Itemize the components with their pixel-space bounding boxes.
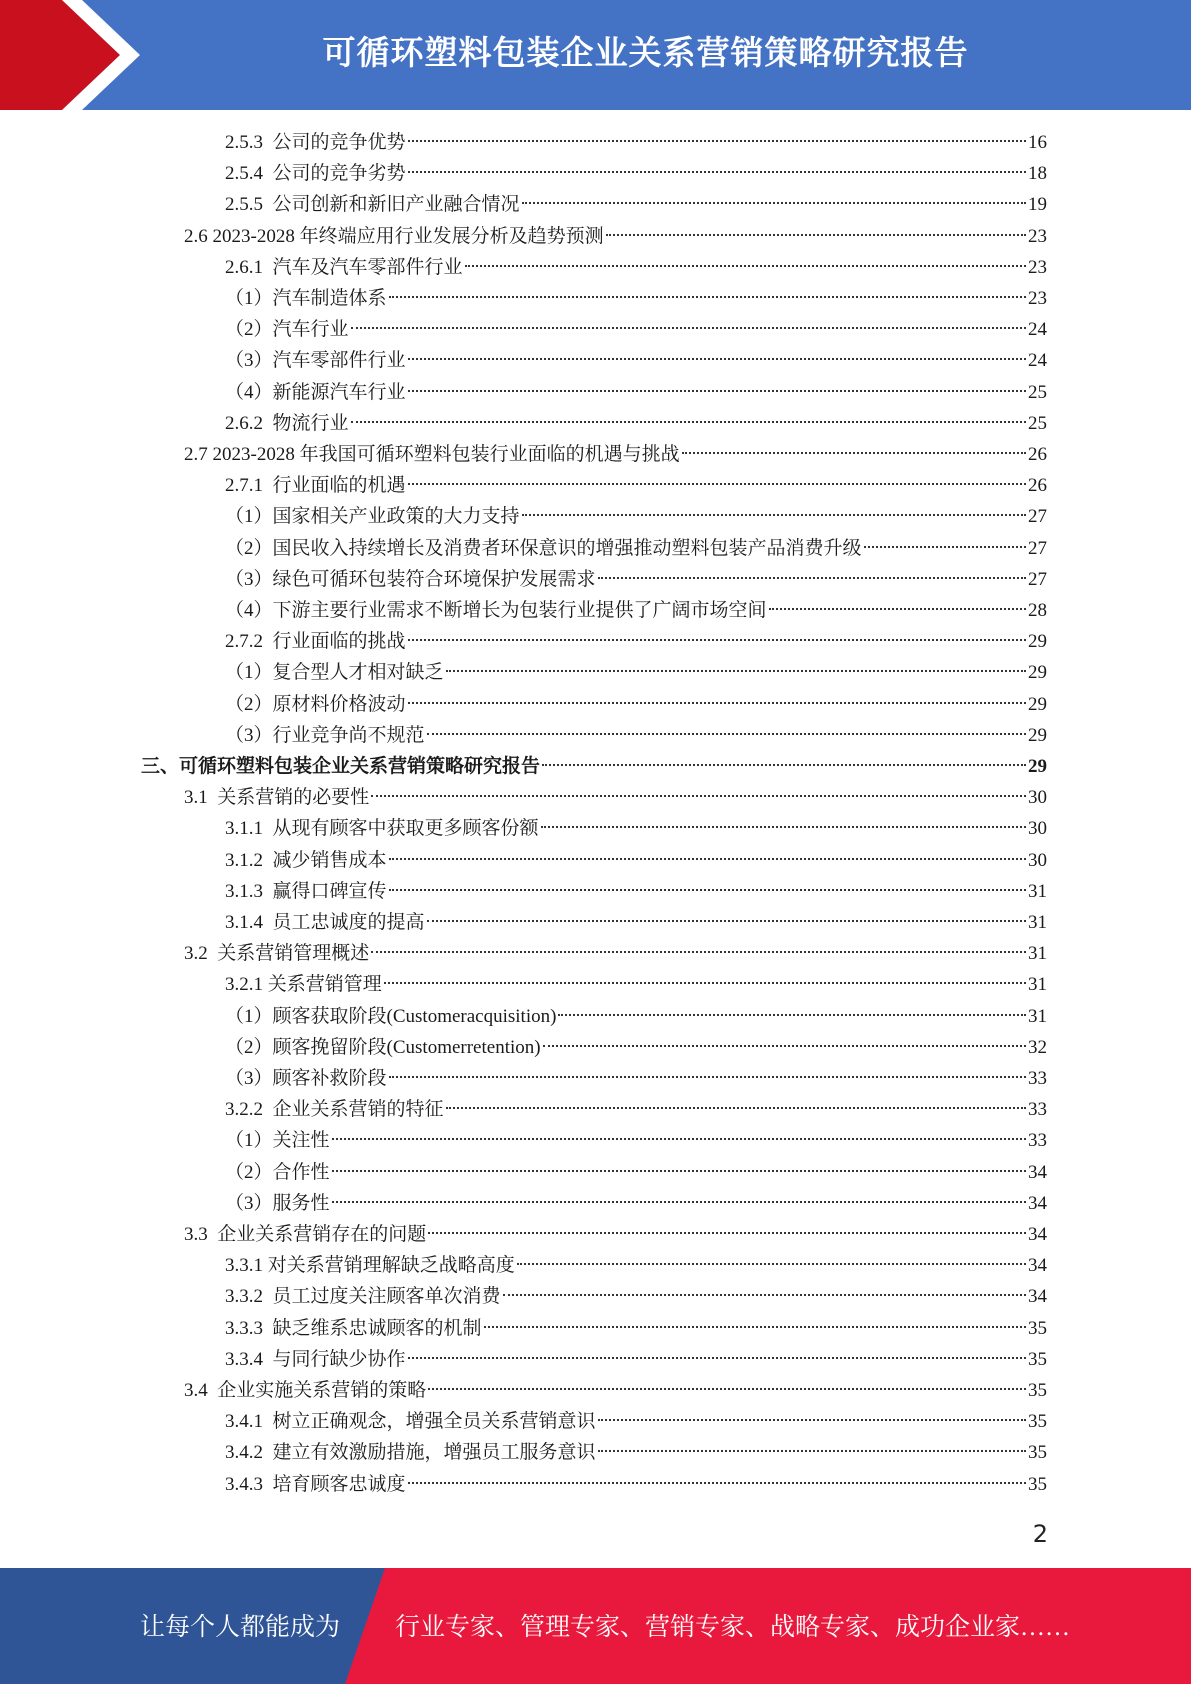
toc-entry[interactable]	[225, 1250, 1047, 1281]
toc-entry-number: （3）	[225, 724, 273, 746]
toc-dot-leader	[351, 326, 1026, 329]
toc-entry[interactable]	[225, 1437, 1047, 1468]
toc-dot-leader	[522, 513, 1026, 516]
toc-entry-number: 三、	[141, 756, 180, 777]
toc-dot-leader	[598, 1449, 1026, 1452]
toc-entry-title: 行业面临的挑战	[272, 631, 406, 653]
toc-entry[interactable]	[225, 720, 1047, 751]
toc-entry-number: （3）	[225, 1192, 273, 1214]
toc-entry-number: （4）	[225, 600, 273, 621]
toc-entry-page: 23	[1028, 288, 1047, 309]
toc-entry-page: 29	[1028, 756, 1047, 777]
toc-entry[interactable]	[225, 470, 1047, 501]
toc-entry-page: 23	[1028, 225, 1047, 247]
toc-entry-page: 35	[1028, 1473, 1047, 1495]
toc-entry-page: 24	[1028, 350, 1047, 372]
toc-entry-number: 2.6.1	[225, 256, 273, 278]
toc-entry-number: 3.4	[184, 1380, 218, 1401]
toc-entry-number: （4）	[225, 381, 273, 403]
toc-entry-number: 3.3	[184, 1224, 218, 1245]
toc-entry-title: 赢得口碑宣传	[272, 880, 387, 902]
toc-entry-title: 减少销售成本	[272, 849, 387, 871]
toc-entry-title: 关系营销管理概述	[217, 943, 370, 965]
toc-entry-number: 3.2.1	[225, 974, 268, 996]
toc-entry-page: 30	[1028, 787, 1047, 809]
toc-dot-leader	[427, 732, 1026, 735]
toc-entry-page: 31	[1028, 1005, 1047, 1027]
toc-entry-title: 服务性	[272, 1192, 330, 1214]
toc-entry-number: 3.1.3	[225, 880, 273, 902]
toc-entry-number: 3.3.3	[225, 1317, 273, 1339]
toc-entry-page: 30	[1028, 849, 1047, 871]
toc-dot-leader	[542, 763, 1026, 766]
toc-dot-leader	[332, 1169, 1026, 1172]
toc-entry-title: 物流行业	[272, 412, 349, 434]
toc-dot-leader	[446, 1106, 1026, 1109]
toc-dot-leader	[389, 1075, 1026, 1078]
toc-entry-number: 3.4.3	[225, 1473, 273, 1495]
header-banner	[0, 0, 1191, 110]
toc-entry-number: 3.1.1	[225, 818, 273, 840]
toc-entry-title: 原材料价格波动	[272, 693, 406, 715]
toc-entry-number: 3.1.2	[225, 849, 273, 871]
toc-entry-page: 31	[1028, 974, 1047, 996]
toc-entry-page: 35	[1028, 1348, 1047, 1370]
header-chevron-icon	[0, 0, 150, 110]
toc-dot-leader	[446, 669, 1026, 672]
toc-entry[interactable]	[184, 782, 1047, 813]
toc-entry-number: （2）	[225, 319, 273, 341]
toc-entry[interactable]	[225, 1344, 1047, 1375]
toc-entry-title: 复合型人才相对缺乏	[272, 662, 444, 684]
toc-dot-leader	[864, 545, 1026, 548]
toc-entry-page: 27	[1028, 506, 1047, 528]
footer-slogan-left: 让每个人都能成为	[140, 1614, 341, 1641]
toc-entry[interactable]	[225, 626, 1047, 657]
toc-entry[interactable]	[225, 845, 1047, 876]
toc-entry-number: 3.3.2	[225, 1286, 273, 1308]
toc-entry-title: 与同行缺少协作	[272, 1348, 406, 1370]
toc-entry-title: 员工忠诚度的提高	[272, 912, 425, 933]
toc-entry[interactable]	[225, 1281, 1047, 1312]
toc-entry-number: 3.2	[184, 943, 218, 965]
toc-entry-number: （2）	[225, 1161, 273, 1183]
toc-dot-leader	[598, 1418, 1026, 1421]
toc-entry-number: 3.1	[184, 787, 218, 809]
toc-entry[interactable]	[225, 1032, 1047, 1063]
toc-entry-number: （1）	[225, 288, 273, 309]
toc-dot-leader	[389, 295, 1026, 298]
toc-entry-page: 19	[1028, 194, 1047, 216]
toc-entry[interactable]	[225, 1313, 1047, 1344]
toc-entry-title: 汽车行业	[272, 319, 349, 341]
toc-dot-leader	[606, 233, 1026, 236]
toc-entry-title: 绿色可循环包装符合环境保护发展需求	[272, 568, 596, 590]
toc-entry[interactable]	[184, 938, 1047, 969]
toc-entry[interactable]	[225, 377, 1047, 408]
toc-dot-leader	[541, 825, 1026, 828]
toc-entry-number: （2）	[225, 537, 273, 559]
toc-dot-leader	[465, 264, 1026, 267]
toc-entry-page: 18	[1028, 163, 1047, 185]
toc-entry[interactable]	[225, 657, 1047, 688]
toc-entry-number: （3）	[225, 1068, 273, 1089]
toc-dot-leader	[408, 482, 1026, 485]
toc-entry-page: 27	[1028, 568, 1047, 590]
toc-dot-leader	[522, 201, 1026, 204]
toc-dot-leader	[389, 888, 1026, 891]
toc-entry-page: 34	[1028, 1224, 1047, 1245]
toc-dot-leader	[384, 981, 1026, 984]
toc-entry-number: 2.5.5	[225, 194, 273, 216]
toc-entry-number: 3.4.1	[225, 1411, 273, 1433]
toc-dot-leader	[408, 638, 1026, 641]
footer-slogan-right: 行业专家、管理专家、营销专家、战略专家、成功企业家……	[395, 1614, 1071, 1641]
toc-entry-number: 2.6.2	[225, 412, 273, 434]
toc-entry[interactable]	[225, 252, 1047, 283]
toc-dot-leader	[351, 420, 1026, 423]
toc-entry[interactable]	[225, 314, 1047, 345]
toc-entry-number: 2.7.2	[225, 631, 273, 653]
toc-entry-number: （1）	[225, 506, 273, 528]
toc-entry-title: 顾客补救阶段	[272, 1068, 387, 1089]
toc-entry-page: 29	[1028, 693, 1047, 715]
toc-entry[interactable]	[225, 1188, 1047, 1219]
toc-entry-page: 29	[1028, 631, 1047, 653]
toc-dot-leader	[769, 607, 1026, 610]
toc-entry-title: 汽车制造体系	[272, 288, 387, 309]
toc-dot-leader	[371, 794, 1026, 797]
toc-dot-leader	[389, 857, 1026, 860]
toc-dot-leader	[428, 1231, 1026, 1234]
toc-dot-leader	[332, 1137, 1026, 1140]
toc-entry-page: 25	[1028, 412, 1047, 434]
toc-entry[interactable]	[184, 1219, 1047, 1250]
toc-entry[interactable]	[225, 1406, 1047, 1437]
toc-entry-title: 合作性	[272, 1161, 330, 1183]
toc-entry-number: 2.5.4	[225, 163, 273, 185]
toc-entry-page: 35	[1028, 1317, 1047, 1339]
toc-entry-number: 3.4.2	[225, 1442, 273, 1464]
toc-entry-title: 行业竞争尚不规范	[272, 724, 425, 746]
toc-entry-number: 3.3.4	[225, 1348, 273, 1370]
toc-entry[interactable]	[225, 1125, 1047, 1156]
footer-banner	[0, 1568, 1191, 1684]
toc-entry-title: 国民收入持续增长及消费者环保意识的增强推动塑料包装产品消费升级	[272, 537, 862, 559]
toc-entry-number: 3.2.2	[225, 1099, 273, 1121]
toc-entry[interactable]	[225, 501, 1047, 532]
toc-entry-title: 行业面临的机遇	[272, 475, 406, 497]
toc-entry[interactable]	[225, 564, 1047, 595]
toc-dot-leader	[332, 1200, 1026, 1203]
toc-entry-page: 34	[1028, 1255, 1047, 1277]
toc-entry-title: 从现有顾客中获取更多顾客份额	[272, 818, 539, 840]
toc-entry-title: 关系营销的必要性	[217, 787, 370, 809]
toc-entry-page: 26	[1028, 444, 1047, 465]
toc-entry-number: 3.1.4	[225, 912, 273, 933]
toc-entry-number: 2.5.3	[225, 132, 273, 153]
toc-entry[interactable]	[225, 1157, 1047, 1188]
toc-entry-title: 企业关系营销存在的问题	[217, 1224, 427, 1245]
toc-entry-title: 对关系营销理解缺乏战略高度	[267, 1255, 515, 1277]
toc-entry[interactable]	[184, 439, 1047, 470]
toc-entry-page: 27	[1028, 537, 1047, 559]
toc-entry-title: 公司创新和新旧产业融合情况	[272, 194, 520, 216]
toc-entry[interactable]	[225, 1063, 1047, 1094]
toc-entry-number: （1）	[225, 1005, 273, 1027]
toc-entry-page: 16	[1028, 132, 1047, 153]
toc-entry[interactable]	[225, 689, 1047, 720]
toc-entry[interactable]	[184, 221, 1047, 252]
toc-entry-title: 新能源汽车行业	[272, 381, 406, 403]
toc-entry-page: 29	[1028, 724, 1047, 746]
toc-entry-page: 23	[1028, 256, 1047, 278]
toc-dot-leader	[408, 1481, 1026, 1484]
toc-entry-title: 企业关系营销的特征	[272, 1099, 444, 1121]
toc-entry-page: 33	[1028, 1130, 1047, 1152]
toc-entry[interactable]	[225, 1469, 1047, 1500]
toc-entry-number: （2）	[225, 1036, 273, 1058]
toc-entry-page: 30	[1028, 818, 1047, 840]
toc-entry-page: 25	[1028, 381, 1047, 403]
toc-entry-number: 2.7	[184, 444, 213, 465]
toc-entry[interactable]	[225, 813, 1047, 844]
toc-entry[interactable]	[225, 907, 1047, 938]
toc-dot-leader	[598, 576, 1026, 579]
toc-entry-title: 下游主要行业需求不断增长为包装行业提供了广阔市场空间	[272, 600, 767, 621]
toc-entry-number: 3.3.1	[225, 1255, 268, 1277]
toc-entry-page: 31	[1028, 912, 1047, 933]
toc-entry-page: 35	[1028, 1442, 1047, 1464]
toc-entry-title: 树立正确观念，增强全员关系营销意识	[272, 1411, 596, 1433]
toc-entry-page: 31	[1028, 943, 1047, 965]
toc-entry-title: 公司的竞争劣势	[272, 163, 406, 185]
page-number: 2	[1032, 1520, 1048, 1548]
toc-entry-page: 29	[1028, 662, 1047, 684]
toc-entry-title: 国家相关产业政策的大力支持	[272, 506, 520, 528]
toc-entry-title: 顾客挽留阶段(Customerretention)	[272, 1036, 541, 1058]
toc-entry-number: （1）	[225, 662, 273, 684]
toc-entry-number: 2.6	[184, 225, 213, 247]
toc-dot-leader	[408, 170, 1026, 173]
toc-dot-leader	[543, 1044, 1026, 1047]
toc-dot-leader	[428, 1387, 1026, 1390]
toc-entry[interactable]	[225, 595, 1047, 626]
toc-entry[interactable]	[141, 751, 1047, 782]
toc-entry[interactable]	[225, 533, 1047, 564]
toc-dot-leader	[408, 139, 1026, 142]
toc-entry-title: 企业实施关系营销的策略	[217, 1380, 427, 1401]
toc-entry-title: 汽车零部件行业	[272, 350, 406, 372]
toc-entry[interactable]	[225, 1094, 1047, 1125]
toc-entry-page: 26	[1028, 475, 1047, 497]
toc-entry[interactable]	[225, 969, 1047, 1000]
toc-entry[interactable]	[225, 876, 1047, 907]
toc-entry-title: 汽车及汽车零部件行业	[272, 256, 463, 278]
toc-entry[interactable]	[225, 189, 1047, 220]
toc-entry-page: 35	[1028, 1411, 1047, 1433]
toc-dot-leader	[408, 1356, 1026, 1359]
toc-entry-page: 28	[1028, 600, 1047, 621]
toc-entry-page: 34	[1028, 1161, 1047, 1183]
toc-entry-page: 33	[1028, 1099, 1047, 1121]
toc-entry-page: 34	[1028, 1192, 1047, 1214]
toc-entry-page: 33	[1028, 1068, 1047, 1089]
toc-dot-leader	[503, 1293, 1026, 1296]
toc-entry-title: 公司的竞争优势	[272, 132, 406, 153]
toc-entry[interactable]	[184, 1375, 1047, 1406]
toc-dot-leader	[484, 1325, 1026, 1328]
toc-dot-leader	[517, 1262, 1026, 1265]
toc-entry-title: 关注性	[272, 1130, 330, 1152]
toc-entry-title: 员工过度关注顾客单次消费	[272, 1286, 501, 1308]
report-title: 可循环塑料包装企业关系营销策略研究报告	[322, 33, 969, 72]
toc-entry-title: 建立有效激励措施，增强员工服务意识	[272, 1442, 596, 1464]
toc-entry-page: 24	[1028, 319, 1047, 341]
toc-entry-title: 2023-2028 年终端应用行业发展分析及趋势预测	[212, 225, 604, 247]
toc-entry-title: 可循环塑料包装企业关系营销策略研究报告	[179, 756, 541, 777]
toc-entry[interactable]	[225, 127, 1047, 158]
toc-entry[interactable]	[225, 408, 1047, 439]
toc-entry-number: （3）	[225, 568, 273, 590]
toc-dot-leader	[371, 950, 1026, 953]
toc-entry-number: （2）	[225, 693, 273, 715]
toc-entry[interactable]	[225, 158, 1047, 189]
toc-entry-title: 培育顾客忠诚度	[272, 1473, 406, 1495]
toc-dot-leader	[408, 701, 1026, 704]
toc-entry-page: 34	[1028, 1286, 1047, 1308]
toc-dot-leader	[427, 919, 1026, 922]
toc-dot-leader	[558, 1013, 1026, 1016]
toc-entry-number: （3）	[225, 350, 273, 372]
toc-entry-page: 32	[1028, 1036, 1047, 1058]
toc-entry-number: （1）	[225, 1130, 273, 1152]
toc-entry-page: 31	[1028, 880, 1047, 902]
toc-entry[interactable]	[225, 1001, 1047, 1032]
toc-entry-page: 35	[1028, 1380, 1047, 1401]
toc-dot-leader	[408, 389, 1026, 392]
toc-entry[interactable]	[225, 283, 1047, 314]
toc-dot-leader	[682, 451, 1026, 454]
toc-dot-leader	[408, 357, 1026, 360]
toc-entry-title: 顾客获取阶段(Customeracquisition)	[272, 1005, 557, 1027]
toc-entry-title: 2023-2028 年我国可循环塑料包装行业面临的机遇与挑战	[212, 444, 680, 465]
toc-entry-number: 2.7.1	[225, 475, 273, 497]
toc-entry[interactable]	[225, 345, 1047, 376]
toc-entry-title: 缺乏维系忠诚顾客的机制	[272, 1317, 482, 1339]
toc-entry-title: 关系营销管理	[267, 974, 382, 996]
